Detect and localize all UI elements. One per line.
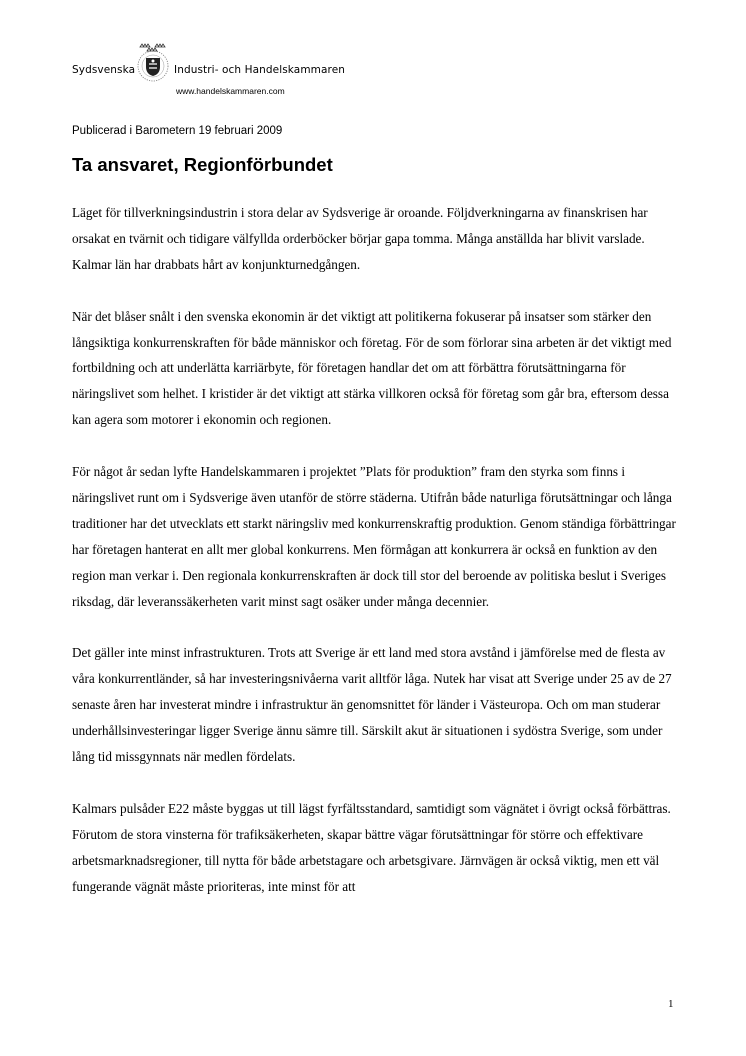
website-url: www.handelskammaren.com [176, 86, 285, 96]
org-name-right: Industri- och Handelskammaren [174, 64, 346, 76]
org-name-left: Sydsvenska [72, 64, 136, 76]
page-number: 1 [668, 998, 674, 1010]
paragraph: För något år sedan lyfte Handelskammaren i projektet ”Plats för produktion” fram den styrka som finns i näringslivet runt om i Sydsverige även utanför de större städerna. Utifrån både naturliga förutsättningar och långa traditioner har det utvecklats ett starkt näringsliv med konkurrenskraftig produktion. Genom ständiga förbättringar har företagen hanterat en allt mer global konkurrens. Men förmågan att konkurrera är också en funktion av den region man verkar i. Den regionala konkurrenskraften är dock till stor del beroende av politiska beslut i Sveriges riksdag, där leveranssäkerheten varit minst sagt osäker under många decennier. [72, 464, 676, 609]
paragraph: Kalmars pulsåder E22 måste byggas ut till lägst fyrfältsstandard, samtidigt som vägnätet i övrigt också förbättras. Förutom de stora vinsterna för trafiksäkerheten, skapar bättre vägar förutsättningar för större och effektivare arbetsmarknadsregioner, till nytta för både arbetstagare och arbetsgivare. Järnvägen är också viktig, men ett väl fungerande vägnät måste prioriteras, inte minst för att [72, 800, 671, 894]
article-title: Ta ansvaret, Regionförbundet [72, 154, 333, 175]
chamber-seal-logo [135, 42, 171, 86]
paragraph: Läget för tillverkningsindustrin i stora delar av Sydsverige är oroande. Följdverkningarna av finanskrisen har orsakat en tvärnit och tidigare välfyllda orderböcker börjar gapa tomma. Många anställda har blivit varslade. Kalmar län har drabbats hårt av konjunkturnedgången. [72, 205, 648, 272]
publication-note: Publicerad i Barometern 19 februari 2009 [72, 125, 283, 137]
letterhead [72, 40, 372, 100]
article-body [72, 200, 677, 925]
paragraph: När det blåser snålt i den svenska ekonomin är det viktigt att politikerna fokuserar på insatser som stärker den långsiktiga konkurrenskraften för både människor och företag. För de som förlorar sina arbeten är det viktigt med fortbildning och att underlätta karriärbyte, för företagen handlar det om att förbättra förutsättningarna för näringslivet som helhet. I kristider är det viktigt att stärka villkoren också för företag som går bra, eftersom dessa kan agera som motorer i ekonomin och regionen. [72, 308, 672, 428]
paragraph: Det gäller inte minst infrastrukturen. Trots att Sverige är ett land med stora avstånd i jämförelse med de flesta av våra konkurrentländer, så har investeringsnivåerna varit alltför låga. Nutek har visat att Sverige under 25 av de 27 senaste åren har investerat mindre i infrastruktur än genomsnittet för länder i Västeuropa. Och om man studerar underhållsinvesteringar ligger Sverige ännu sämre till. Särskilt akut är situationen i sydöstra Sverige, som under lång tid missgynnats när medlen fördelats. [72, 645, 672, 764]
